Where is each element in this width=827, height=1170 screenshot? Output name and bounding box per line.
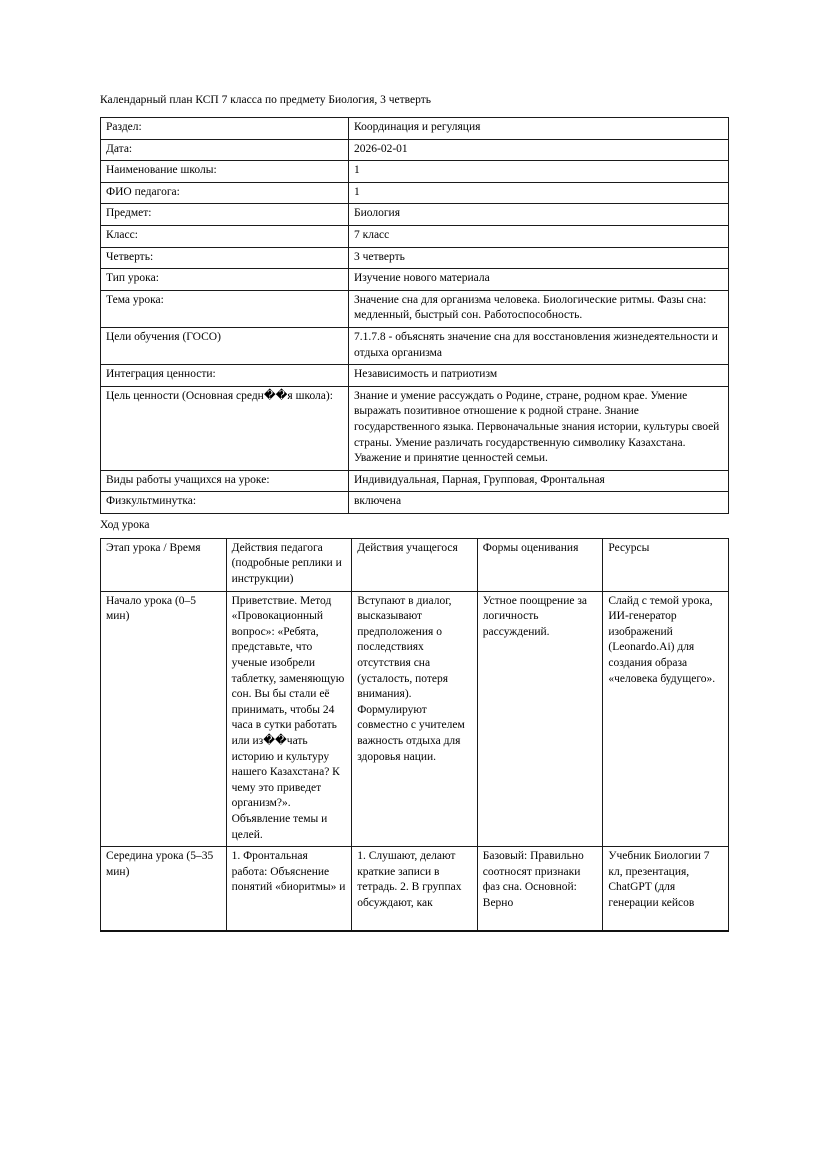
info-row-label: Цели обучения (ГОСО) <box>101 327 349 364</box>
stage-cell: Середина урока (5–35 мин) <box>101 847 227 932</box>
info-row-label: Четверть: <box>101 247 349 269</box>
student-actions-cell: Вступают в диалог, высказывают предположения о последствиях отсутствия сна (усталость, потеря внимания). Формулируют совместно с учителем важность отдыха для здоровья нации. <box>352 591 478 847</box>
info-row-value: 1 <box>349 182 729 204</box>
info-row-value: включена <box>349 492 729 514</box>
table-row <box>101 247 729 269</box>
page-title: Календарный план КСП 7 класса по предмету Биология, 3 четверть <box>100 94 431 106</box>
info-row-value: Индивидуальная, Парная, Групповая, Фронтальная <box>349 470 729 492</box>
table-row <box>101 365 729 387</box>
lesson-flow-body <box>101 591 729 931</box>
table-row <box>101 327 729 364</box>
table-row <box>101 225 729 247</box>
assessment-forms-cell: Базовый: Правильно соотносят признаки фаз сна. Основной: Верно <box>477 847 603 932</box>
table-row <box>101 290 729 327</box>
info-row-label: Тема урока: <box>101 290 349 327</box>
table-row <box>101 182 729 204</box>
lesson-info-table <box>100 117 729 514</box>
assessment-forms-cell: Устное поощрение за логичность рассуждений. <box>477 591 603 847</box>
lesson-flow-label: Ход урока <box>100 518 150 531</box>
student-actions-cell: 1. Слушают, делают краткие записи в тетрадь. 2. В группах обсуждают, как <box>352 847 478 932</box>
table-row <box>101 139 729 161</box>
column-header: Ресурсы <box>603 538 729 591</box>
info-row-value: 1 <box>349 161 729 183</box>
table-row <box>101 161 729 183</box>
info-row-value: Знание и умение рассуждать о Родине, стране, родном крае. Умение выражать позитивное отношение к родной стране. Знание государственного языка. Первоначальные знания истории, культуры своей страны. Умение различать государственную символику Казахстана. Уважение и принятие ценностей семьи. <box>349 386 729 470</box>
info-row-label: Виды работы учащихся на уроке: <box>101 470 349 492</box>
table-row <box>101 847 729 932</box>
info-row-value: Биология <box>349 204 729 226</box>
table-row <box>101 269 729 291</box>
stage-cell: Начало урока (0–5 мин) <box>101 591 227 847</box>
info-row-value: 7 класс <box>349 225 729 247</box>
resources-cell: Слайд с темой урока, ИИ-генератор изображений (Leonardo.Ai) для создания образа «человека будущего». <box>603 591 729 847</box>
info-row-label: ФИО педагога: <box>101 182 349 204</box>
info-row-label: Тип урока: <box>101 269 349 291</box>
column-header: Действия педагога (подробные реплики и инструкции) <box>226 538 352 591</box>
column-header: Действия учащегося <box>352 538 478 591</box>
info-row-value: Значение сна для организма человека. Биологические ритмы. Фазы сна: медленный, быстрый сон. Работоспособность. <box>349 290 729 327</box>
table-row <box>101 386 729 470</box>
info-row-value: 3 четверть <box>349 247 729 269</box>
info-row-label: Цель ценности (Основная средн��я школа): <box>101 386 349 470</box>
table-row <box>101 470 729 492</box>
info-row-value: Независимость и патриотизм <box>349 365 729 387</box>
info-row-label: Дата: <box>101 139 349 161</box>
lesson-flow-head <box>101 538 729 591</box>
info-row-label: Класс: <box>101 225 349 247</box>
table-row <box>101 492 729 514</box>
table-row <box>101 118 729 140</box>
info-row-value: 2026-02-01 <box>349 139 729 161</box>
info-row-label: Физкультминутка: <box>101 492 349 514</box>
info-row-value: Координация и регуляция <box>349 118 729 140</box>
info-row-label: Интеграция ценности: <box>101 365 349 387</box>
table-header-row <box>101 538 729 591</box>
info-row-value: 7.1.7.8 - объяснять значение сна для восстановления жизнедеятельности и отдыха организма <box>349 327 729 364</box>
info-row-value: Изучение нового материала <box>349 269 729 291</box>
table-row <box>101 591 729 847</box>
teacher-actions-cell: 1. Фронтальная работа: Объяснение понятий «биоритмы» и <box>226 847 352 932</box>
info-row-label: Предмет: <box>101 204 349 226</box>
info-row-label: Наименование школы: <box>101 161 349 183</box>
info-row-label: Раздел: <box>101 118 349 140</box>
column-header: Этап урока / Время <box>101 538 227 591</box>
lesson-flow-table <box>100 538 729 932</box>
lesson-info-body <box>101 118 729 514</box>
teacher-actions-cell: Приветствие. Метод «Провокационный вопрос»: «Ребята, представьте, что ученые изобрели таблетку, заменяющую сон. Вы бы стали её принимать, чтобы 24 часа в сутки работать или из��чать историю и культуру нашего Казахстана? К чему это приведет организм?». Объявление темы и целей. <box>226 591 352 847</box>
resources-cell: Учебник Биологии 7 кл, презентация, ChatGPT (для генерации кейсов <box>603 847 729 932</box>
column-header: Формы оценивания <box>477 538 603 591</box>
table-row <box>101 204 729 226</box>
document-page <box>100 92 728 932</box>
